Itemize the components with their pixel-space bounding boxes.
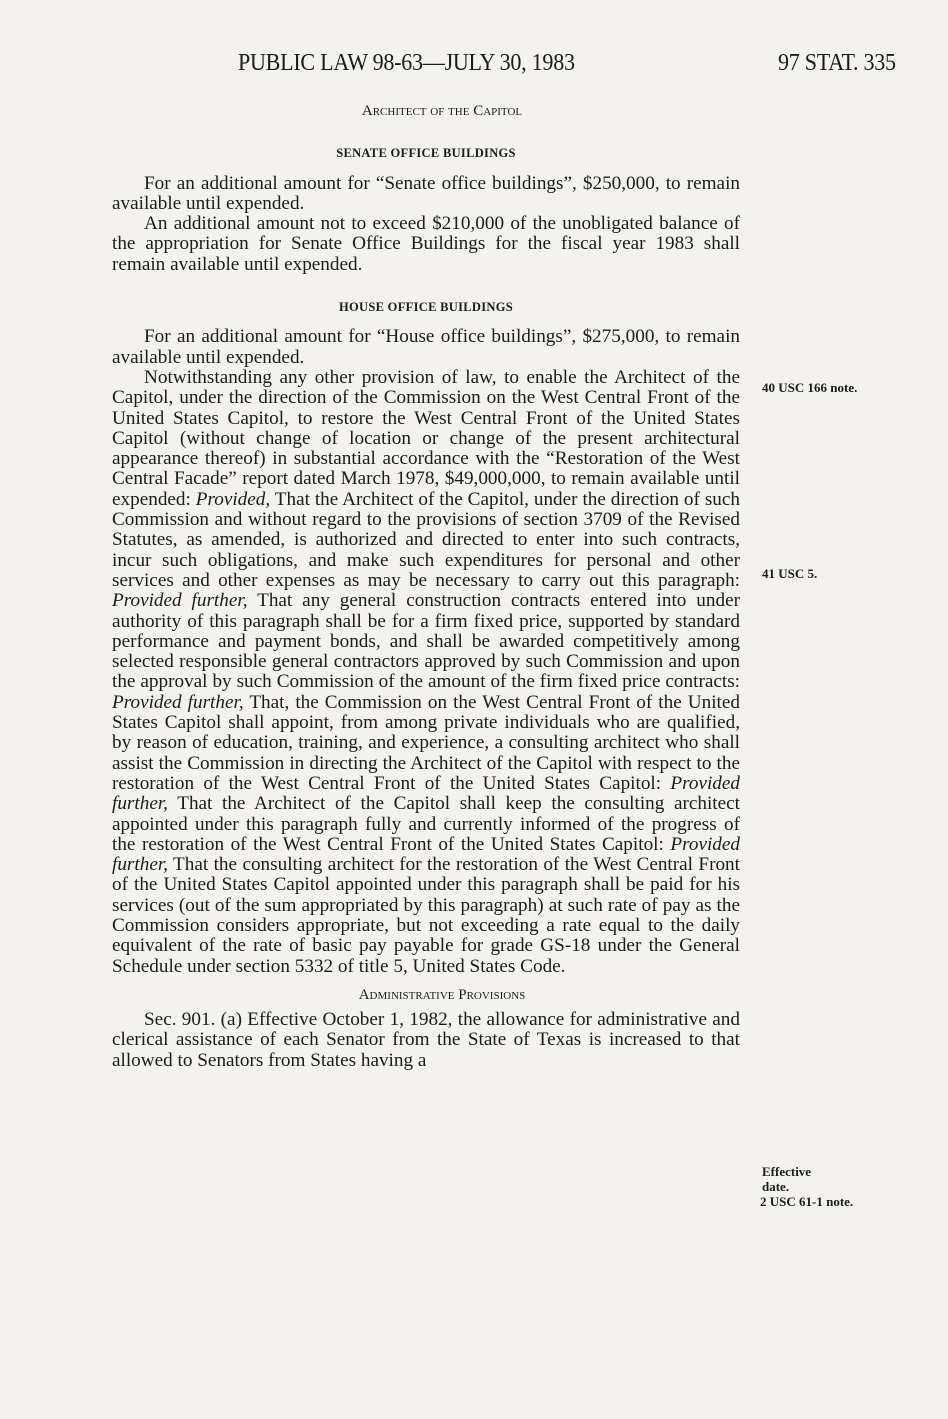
- section-heading-architect: Architect of the Capitol: [361, 103, 523, 119]
- subheading-house-office-buildings: HOUSE OFFICE BUILDINGS: [339, 300, 513, 315]
- page-number: 97 STAT. 335: [778, 50, 896, 76]
- margin-note-date: date.: [762, 1179, 790, 1194]
- text-segment: That the consulting architect for the restoration of the West Central Front of the United States Capitol appointed under this paragraph shall be paid for his services (out of the sum appropriated by this paragraph) at such rate of pay as the Commission considers appropriate, but not exceeding a rate equal to the daily equivalent of the rate of basic pay payable for grade GS-18 under the General Schedule under section 5332 of title 5, United States Code.: [112, 854, 740, 977]
- margin-note-2-usc: 2 USC 61-1 note.: [760, 1194, 854, 1209]
- margin-note-effective-date: [762, 1164, 853, 1209]
- text-segment: Notwithstanding any other provision of law, to enable the Architect of the Capitol, under the direction of the Commission on the West Central Front of the United States Capitol, to restore the West Central Front of the United States Capitol (without change of location or change of the present architectural appearance thereof) in substantial accordance with the “Restoration of the West Central Facade” report dated March 1978, $49,000,000, to remain available until expended:: [112, 366, 740, 510]
- margin-note-effective: Effective: [762, 1164, 812, 1179]
- paragraph-senate-2: An additional amount not to exceed $210,000 of the unobligated balance of the appropriation for Senate Office Buildings for the fiscal year 1983 shall remain available until expended.: [112, 213, 740, 275]
- margin-note-41-usc: 41 USC 5.: [762, 566, 818, 581]
- proviso-italic: Provided,: [195, 488, 271, 510]
- running-header-title: PUBLIC LAW 98-63—JULY 30, 1983: [238, 50, 575, 76]
- proviso-italic: Provided further,: [112, 833, 740, 876]
- main-text-column: [112, 101, 740, 1071]
- text-segment: That the Architect of the Capitol, under the direction of such Commission and without regard to the provisions of section 3709 of the Revised Statutes, as amended, is authorized and directed to enter into such contracts, incur such obligations, and make such expenditures for personal and other services and other expenses as may be necessary to carry out this paragraph:: [112, 488, 740, 591]
- proviso-italic: Provided further,: [112, 772, 740, 815]
- paragraph-sec-901: Sec. 901. (a) Effective October 1, 1982, the allowance for administrative and clerical assistance of each Senator from the State of Texas is increased to that allowed to Senators from States having a: [112, 1009, 740, 1071]
- text-segment: That the Architect of the Capitol shall keep the consulting architect appointed under this paragraph fully and currently informed of the progress of the restoration of the West Central Front of the United States Capitol:: [112, 793, 740, 855]
- subheading-senate-office-buildings: SENATE OFFICE BUILDINGS: [336, 146, 516, 161]
- proviso-italic: Provided further,: [112, 691, 244, 713]
- paragraph-west-front: [112, 368, 740, 977]
- proviso-italic: Provided further,: [112, 590, 248, 612]
- paragraph-house-1: For an additional amount for “House office buildings”, $275,000, to remain available until expended.: [112, 326, 740, 368]
- margin-note-40-usc: 40 USC 166 note.: [762, 380, 858, 395]
- section-heading-administrative-provisions: Administrative Provisions: [358, 986, 526, 1003]
- text-segment: That any general construction contracts entered into under authority of this paragraph shall be for a firm fixed price, supported by standard performance and payment bonds, and shall be awarded competitively among selected responsible general contractors approved by such Commission and upon the approval by such Commission of the amount of the firm fixed price contracts:: [112, 590, 740, 693]
- text-segment: That, the Commission on the West Central Front of the United States Capitol shall appoint, from among private individuals who are qualified, by reason of education, training, and experience, a consulting architect who shall assist the Commission in directing the Architect of the Capitol with respect to the restoration of the West Central Front of the United States Capitol:: [112, 691, 741, 794]
- paragraph-senate-1: For an additional amount for “Senate office buildings”, $250,000, to remain available until expended.: [112, 172, 740, 214]
